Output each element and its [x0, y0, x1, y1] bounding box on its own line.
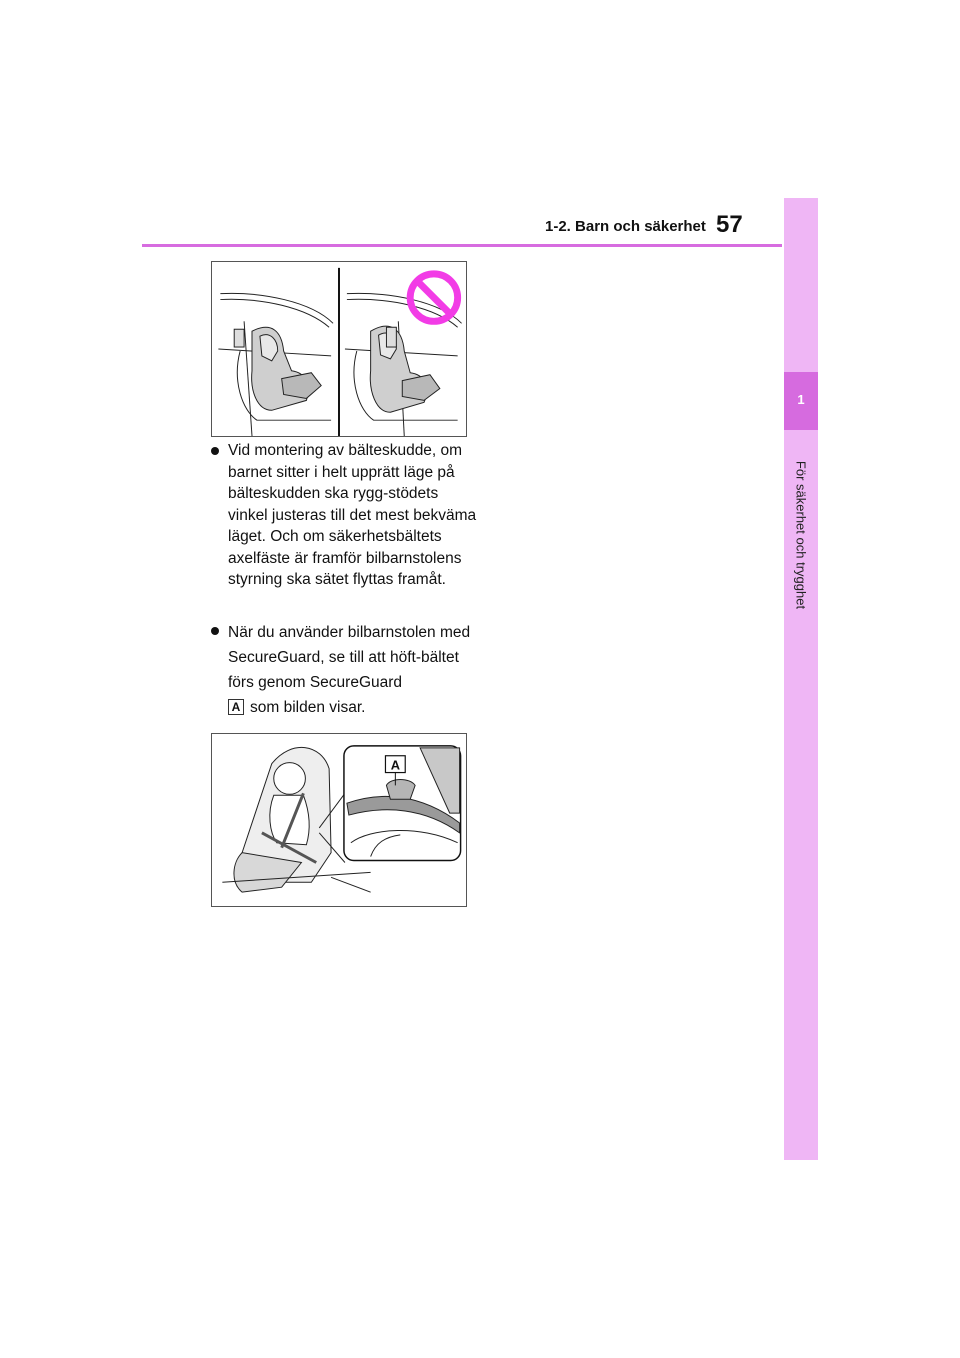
prohibition-sign-icon: [410, 274, 457, 321]
secureguard-illustration: [212, 734, 466, 906]
callout-label-box: A: [228, 699, 244, 715]
chapter-title: För säkerhet och trygghet: [793, 460, 809, 610]
bullet-text-after: som bilden visar.: [250, 699, 366, 716]
bullet-text: När du använder bilbarnstolen med SecureGuard, se till att höft-bältet förs genom SecureGuard: [228, 624, 471, 691]
bullet-icon: [211, 447, 219, 455]
bullet-icon: [211, 627, 219, 635]
bullet-text: Vid montering av bälteskudde, om barnet sitter i helt upprätt läge på bälteskudden ska rygg-stödets vinkel justeras till det mest bekväma läget. Och om säkerhetsbältets axelfäste är framför bilbarnstolens styrning ska sätet flyttas framåt.: [228, 442, 477, 588]
list-item: [228, 620, 478, 716]
list-item: [228, 440, 478, 591]
section-title: 1-2. Barn och säkerhet: [545, 218, 706, 235]
booster-seat-illustration: [212, 262, 466, 436]
header-rule: [142, 244, 782, 247]
chapter-number: 1: [797, 392, 805, 407]
secureguard-figure: [211, 733, 467, 907]
page-number: 57: [716, 211, 743, 238]
booster-seat-figure: [211, 261, 467, 437]
callout-label: A: [390, 757, 400, 773]
chapter-side-tab: [784, 198, 818, 1160]
bullet-continuation: [228, 695, 365, 720]
